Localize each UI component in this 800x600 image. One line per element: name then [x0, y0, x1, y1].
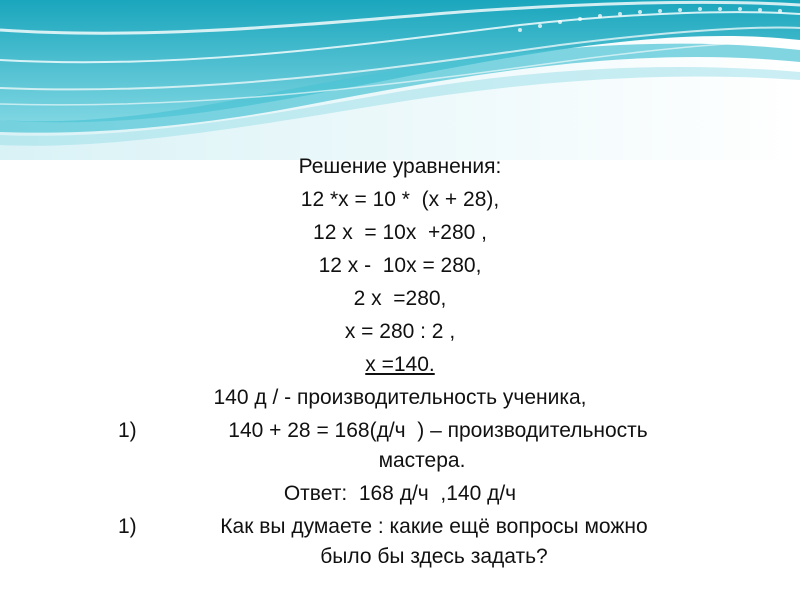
question-line: Как вы думаете : какие ещё вопросы можно — [220, 515, 648, 538]
equation-line-1: 12 *х = 10 * (х + 28), — [300, 188, 500, 211]
answer-line: Ответ: 168 д/ч ,140 д/ч — [283, 482, 517, 505]
decorative-wave-banner — [0, 0, 800, 160]
equation-line-2: 12 х = 10х +280 , — [313, 221, 487, 244]
master-productivity-continuation: мастера. — [378, 449, 466, 472]
result-underlined: х =140. — [365, 353, 435, 376]
list-marker-1: 1) — [118, 419, 137, 442]
equation-line-3: 12 х - 10х = 280, — [318, 254, 482, 277]
equation-line-4: 2 х =280, — [353, 287, 447, 310]
list-marker-2: 1) — [118, 515, 137, 538]
equation-line-5: х = 280 : 2 , — [344, 320, 456, 343]
equation-result — [0, 352, 800, 378]
question-continuation: было бы здесь задать? — [320, 545, 548, 568]
master-productivity-line: 140 + 28 = 168(д/ч ) – производительность — [228, 419, 648, 442]
solution-heading: Решение уравнения: — [298, 155, 502, 178]
student-productivity-line: 140 д / - производительность ученика, — [213, 386, 587, 409]
